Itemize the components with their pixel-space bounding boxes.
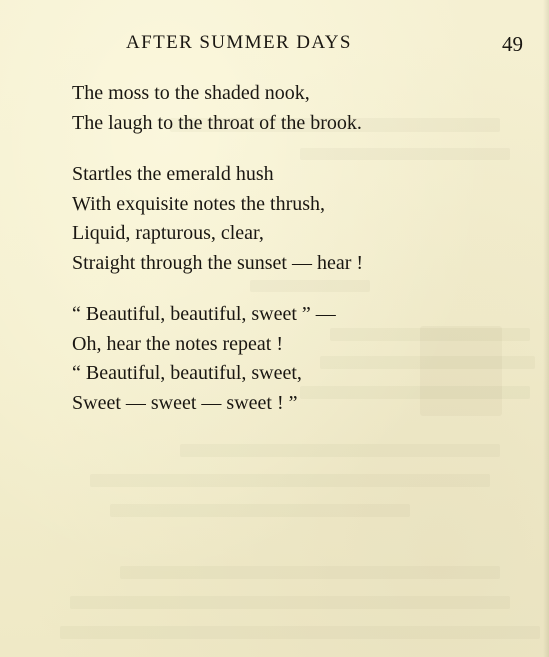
poem-line: Liquid, rapturous, clear, <box>72 222 264 244</box>
stanza <box>72 160 542 278</box>
show-through-mark <box>180 444 500 457</box>
poem-line: Startles the emerald hush <box>72 163 274 185</box>
stanza <box>72 79 542 138</box>
show-through-mark <box>110 504 410 517</box>
running-head-title: AFTER SUMMER DAYS <box>126 32 352 53</box>
poem-line: Straight through the sunset — hear ! <box>72 251 364 274</box>
show-through-mark <box>90 474 490 487</box>
show-through-mark <box>120 566 500 579</box>
page-edge-shadow <box>543 0 549 657</box>
poem-line: “ Beautiful, beautiful, sweet ” — <box>72 303 336 325</box>
running-head <box>0 28 549 58</box>
poem-line: Oh, hear the notes repeat ! <box>72 332 284 355</box>
poem-line: “ Beautiful, beautiful, sweet, <box>72 362 302 384</box>
poem-line: The moss to the shaded nook, <box>72 82 310 104</box>
poem-body <box>72 79 542 440</box>
poem-line: Sweet — sweet — sweet ! ” <box>72 391 298 414</box>
show-through-mark <box>60 626 540 639</box>
stanza <box>72 300 542 418</box>
show-through-mark <box>70 596 510 609</box>
poem-line: With exquisite notes the thrush, <box>72 192 326 215</box>
page-number: 49 <box>502 32 523 56</box>
poem-line: The laugh to the throat of the brook. <box>72 111 362 134</box>
